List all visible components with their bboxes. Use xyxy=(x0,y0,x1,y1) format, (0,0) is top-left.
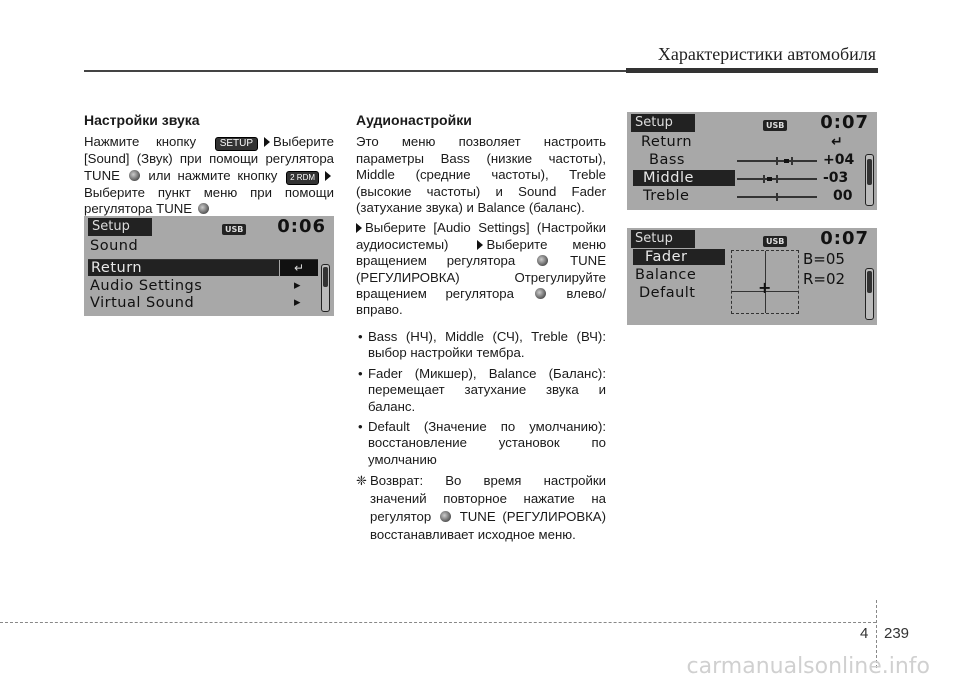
fader-value: B=05 xyxy=(803,250,845,268)
header-title: Характеристики автомобиля xyxy=(657,44,876,64)
page-number: 239 xyxy=(884,625,910,642)
description-paragraph: Это меню позволяет настроить параметры Bass (низкие частоты), Middle (средние частоты), Treble (высокие частоты) и Sound Fader (затухание звука) и Balance (баланс). xyxy=(356,134,606,216)
scrollbar-thumb[interactable] xyxy=(867,271,872,293)
fader-balance-grid[interactable] xyxy=(731,250,799,314)
sound-menu-screen xyxy=(84,216,334,316)
menu-item-label: Balance xyxy=(635,267,697,283)
screen-title: Setup xyxy=(631,114,695,132)
menu-item-label: Return xyxy=(91,260,143,276)
menu-item-label: Fader xyxy=(645,249,688,265)
position-marker-icon: + xyxy=(758,278,772,297)
instruction-text: Нажмите кнопку xyxy=(84,134,197,150)
section-heading: Аудионастройки xyxy=(356,112,472,128)
return-icon: ↵ xyxy=(280,260,318,276)
submenu-title: Sound xyxy=(90,238,139,254)
chapter-number: 4 xyxy=(860,625,869,642)
scrollbar-thumb[interactable] xyxy=(323,267,328,287)
list-item: • Bass (НЧ), Middle (СЧ), Treble (ВЧ): выбор настройки тембра. xyxy=(356,329,606,362)
screen-title: Setup xyxy=(631,230,695,248)
menu-item-balance[interactable] xyxy=(635,267,696,283)
list-item: • Default (Значение по умолчанию): восстановление установок по умолчанию xyxy=(356,419,606,468)
scrollbar[interactable] xyxy=(865,154,874,206)
rdm-button-icon: 2 RDM xyxy=(286,171,319,185)
arrow-icon xyxy=(325,171,331,181)
return-icon: ↵ xyxy=(831,134,843,150)
menu-item-default[interactable] xyxy=(639,285,695,301)
screen-title: Setup xyxy=(88,218,152,236)
header-rule xyxy=(84,70,626,72)
scrollbar-thumb[interactable] xyxy=(867,159,872,185)
instruction-text: или нажмите кнопку xyxy=(148,167,278,183)
instruction-text: Выберите меню вращением регулятора xyxy=(356,236,606,269)
tune-knob-icon xyxy=(440,511,451,522)
middle-slider[interactable] xyxy=(737,175,817,183)
middle-value: -03 xyxy=(823,170,849,186)
sound-settings-section xyxy=(84,112,334,218)
menu-item-label: Audio Settings xyxy=(90,278,203,294)
time-display: 0:07 xyxy=(820,228,869,249)
header-rule-thick xyxy=(626,68,878,73)
arrow-icon xyxy=(477,240,483,250)
menu-item-label: Virtual Sound xyxy=(90,295,195,311)
arrow-icon xyxy=(264,137,270,147)
menu-item-audio-settings[interactable] xyxy=(90,278,202,294)
menu-item-label: Middle xyxy=(643,170,694,186)
bass-slider[interactable] xyxy=(737,157,817,165)
treble-value: 00 xyxy=(833,188,853,204)
tune-knob-icon xyxy=(537,255,548,266)
section-heading: Настройки звука xyxy=(84,112,200,128)
note-mark-icon: ❈ xyxy=(356,473,368,489)
menu-item-label: Bass xyxy=(649,152,685,168)
setup-button-icon: SETUP xyxy=(215,137,258,151)
instruction-text: Выберите [Sound] (Звук) при помощи регулятора TUNE xyxy=(84,134,334,183)
bass-value: +04 xyxy=(823,152,855,168)
menu-item-return[interactable] xyxy=(641,134,692,150)
balance-value: R=02 xyxy=(803,270,846,288)
menu-item-return[interactable] xyxy=(88,260,279,276)
usb-badge: USB xyxy=(222,224,246,235)
bullet-list xyxy=(356,329,606,468)
menu-item-bass[interactable] xyxy=(649,152,685,168)
tune-knob-icon xyxy=(129,170,140,181)
tone-settings-screen xyxy=(627,112,877,210)
note-text: Возврат: Во время настройки значений повторное нажатие на регулятор xyxy=(370,473,606,525)
watermark: carmanualsonline.info xyxy=(686,654,930,679)
note-text: TUNE (РЕГУЛИРОВКА) восстанавливает исходное меню. xyxy=(370,509,606,543)
menu-item-virtual-sound[interactable] xyxy=(90,295,194,311)
instruction-paragraph xyxy=(356,220,606,318)
instruction-paragraph xyxy=(84,134,334,217)
time-display: 0:07 xyxy=(820,112,869,133)
usb-badge: USB xyxy=(763,236,787,247)
list-item: • Fader (Микшер), Balance (Баланс): перемещает затухание звука и баланс. xyxy=(356,366,606,415)
chevron-right-icon: ▸ xyxy=(294,278,301,293)
tune-knob-icon xyxy=(198,203,209,214)
arrow-icon xyxy=(356,223,362,233)
menu-item-middle[interactable] xyxy=(633,170,735,186)
fader-balance-screen xyxy=(627,228,877,325)
audio-settings-section xyxy=(356,112,606,544)
instruction-text: влево/вправо. xyxy=(356,286,607,318)
menu-item-label: Treble xyxy=(643,188,690,204)
instruction-text: Выберите пункт меню при помощи регулятора TUNE xyxy=(84,184,334,217)
instruction-text: Выберите [Audio Settings] (Настройки аудиосистемы) xyxy=(356,220,606,252)
scrollbar[interactable] xyxy=(321,264,330,312)
chevron-right-icon: ▸ xyxy=(294,295,301,310)
footer-rule xyxy=(0,622,876,623)
menu-item-label: Return xyxy=(641,134,693,150)
note-paragraph xyxy=(356,472,606,544)
scrollbar[interactable] xyxy=(865,268,874,320)
menu-item-treble[interactable] xyxy=(643,188,689,204)
treble-slider[interactable] xyxy=(737,193,817,201)
menu-item-label: Default xyxy=(639,285,696,301)
usb-badge: USB xyxy=(763,120,787,131)
menu-item-fader[interactable] xyxy=(633,249,725,265)
time-display: 0:06 xyxy=(277,216,326,237)
tune-knob-icon xyxy=(535,288,546,299)
instruction-text: TUNE (РЕГУЛИРОВКА) Отрегулируйте вращением регулятора xyxy=(356,253,606,302)
